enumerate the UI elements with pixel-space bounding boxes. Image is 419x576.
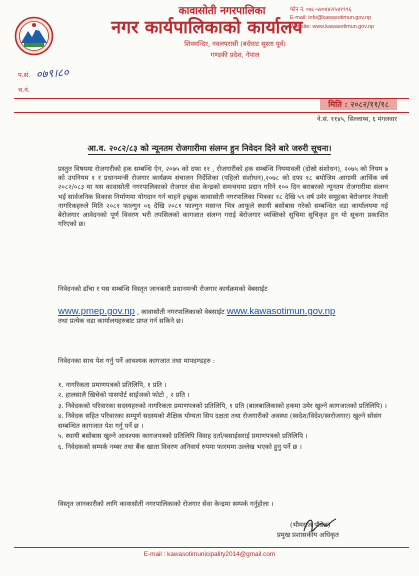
- patra-handwritten-number: ०७९।८०: [35, 65, 70, 82]
- website-links: [58, 307, 398, 326]
- contact-email: E-mail: info@kawasotimun.gov.np: [290, 15, 372, 22]
- contact-phone: फोन नं. ०७८-५४०४४२/५४१९९६: [290, 7, 352, 13]
- notice-title: [0, 143, 419, 154]
- links-connector: , कावासोती नगरपालिकाको वेबसाईट: [137, 308, 225, 316]
- municipality-name: कावासोती नगरपालिका: [178, 5, 266, 17]
- office-address: शिवमन्दिर, नवलपरासी (बर्दघाट सुस्ता पूर्व): [184, 40, 286, 48]
- list-item: २. हालसालै खिचेको पासपोर्ट साईजको फोटो , २ प्रति ।: [58, 391, 190, 400]
- contact-website: Website: www.kawasotimun.gov.np: [290, 23, 374, 30]
- signatory-role: प्रमुख प्रशासकीय अधिकृत: [277, 531, 339, 539]
- date-value: २०८२/११/१८: [350, 100, 389, 109]
- closing-paragraph: विस्तृत जानकारीको लागि कावासोती नगरपालिकाको रोजगार सेवा केन्द्रमा सम्पर्क गर्नुहोला ।: [58, 500, 274, 508]
- date-label: मिति :: [328, 99, 348, 109]
- office-name: नगर कार्यपालिकाको कार्यालय: [111, 18, 303, 38]
- links-tail: तथा प्रत्येक वडा कार्यालयहरुबाट प्राप्त गर्न सकिने छ।: [58, 317, 184, 325]
- list-item: ४. निवेदक सहित परिवारका सम्पूर्ण सदस्यको शैक्षिक योग्यता सिप दक्षता तथा रोजगारीको अवस्था (स्वदेश/विदेश/स्वरोजगार) खुल्ने सोसंग सम्बन्धित कागजात पेश गर्नु पर्ने छ ।: [58, 411, 382, 431]
- body-paragraph-2: निवेदनको ढाँचा र यस सम्बन्धि विस्तृत जानकारी प्रधानमन्त्री रोजगार कार्यक्रमको वेबसाईट: [58, 285, 268, 293]
- list-item: ३. निवेदकको परिवारका सदस्यहरुको नागरिकता प्रमाणपत्रको प्रतिलिपि, १ प्रति (बालबालिकाको हकमा उमेर खुल्ने कागजातको प्रतिलिपि) ।: [58, 401, 387, 410]
- office-province: गण्डकी प्रदेश, नेपाल: [210, 51, 260, 59]
- footer-email: E-mail : kawasotimunicipality2014@gmail.com: [143, 551, 276, 558]
- header-divider-lower: [14, 112, 409, 113]
- body-paragraph-1: प्रस्तुत विषयमा रोजगारीको हक सम्बन्धि ऐन, २०७५ को दफा ११ , रोजगारीको हक सम्बन्धि नियमावली (दोस्रो संशोधन), २०७५ को नियम ७ को उपनियम १ र प्रधानमन्त्री रोजगार कार्यक्रम संचालन निर्देशिका (पहिलो संशोधन),२०७८ को दफा १८ बमोजिम आगामी आर्थिक वर्ष २०८२/०८३ मा यस कावासोती नगरपालिकाको रोजगार सेवा केन्द्रको समन्वयमा प्रदान गरिने १०० दिन बराबरको न्यूनतम रोजगारीमा संलग्न भई सार्वजनिक विकास निर्माणमा योगदान गर्न चाहने इच्छुक कावासोती नगरपालिका भित्रका १८ देखि ५९ वर्ष उमेर समूहका बेरोजगार नेपाली नागरिकहरुले मिति २०८१ फाल्गुन ०६ देखि २०८१ फाल्गुन मसान्त भित्र आफूले स्थायी बसोबास गरेको सम्बन्धित वडा कार्यालयमा गई बेरोजगार आवेदनको पूर्ण विवरण भरी तपसिलको कागजात संलग्न गराई बेरोजगार व्यक्तिको सुचिमा सुचिकृत हुन यो सूचना प्रकाशित गरिएको छ।: [58, 165, 388, 229]
- list-item: १. नागरिकता प्रमाणपत्रको प्रतिलिपि, १ प्रति ।: [58, 381, 167, 389]
- chalani-label: च.नं.: [18, 86, 30, 94]
- requirements-list: [58, 380, 388, 452]
- pmep-link[interactable]: www.pmep.gov.np: [58, 306, 135, 317]
- nepal-emblem-logo: [14, 16, 54, 56]
- kawasoti-link[interactable]: www.kawasotimun.gov.np: [226, 306, 336, 317]
- list-item: ६. निवेदकको सम्पर्क नम्बर तथा बैंक खाता विवरण अनिवार्य रुपमा फारममा उल्लेख भएको हुनु पर्ने छ ।: [58, 442, 302, 451]
- requirements-intro: निवेदनका साथ पेश गर्नु पर्ने आवश्यक कागजात तथा मापदण्डहरु :: [58, 357, 216, 365]
- nepal-sambat-date: ने.सं. ११४५, सिल्लाथ्व, ६ मंगलवार: [317, 116, 397, 123]
- list-item: ५. स्थायी बसोबास खुल्ने आवश्यक कागजपत्रको प्रतिलिपि विवाह दर्ता/बसाईसराई प्रमाणपत्रको प्रतिलिपि ।: [58, 432, 308, 441]
- patra-label: प.सं.: [18, 71, 31, 79]
- footer-divider: [14, 547, 409, 548]
- notice-title-text: आ.व. २०८२/८३ को न्यूनतम रोजगारीमा संलग्न हुन निवेदन दिने बारे जरुरी सूचना।: [87, 143, 332, 153]
- contact-block: [290, 6, 410, 31]
- date-box: [320, 99, 397, 110]
- signatory-name: (भीमराज पौडेल): [290, 521, 331, 529]
